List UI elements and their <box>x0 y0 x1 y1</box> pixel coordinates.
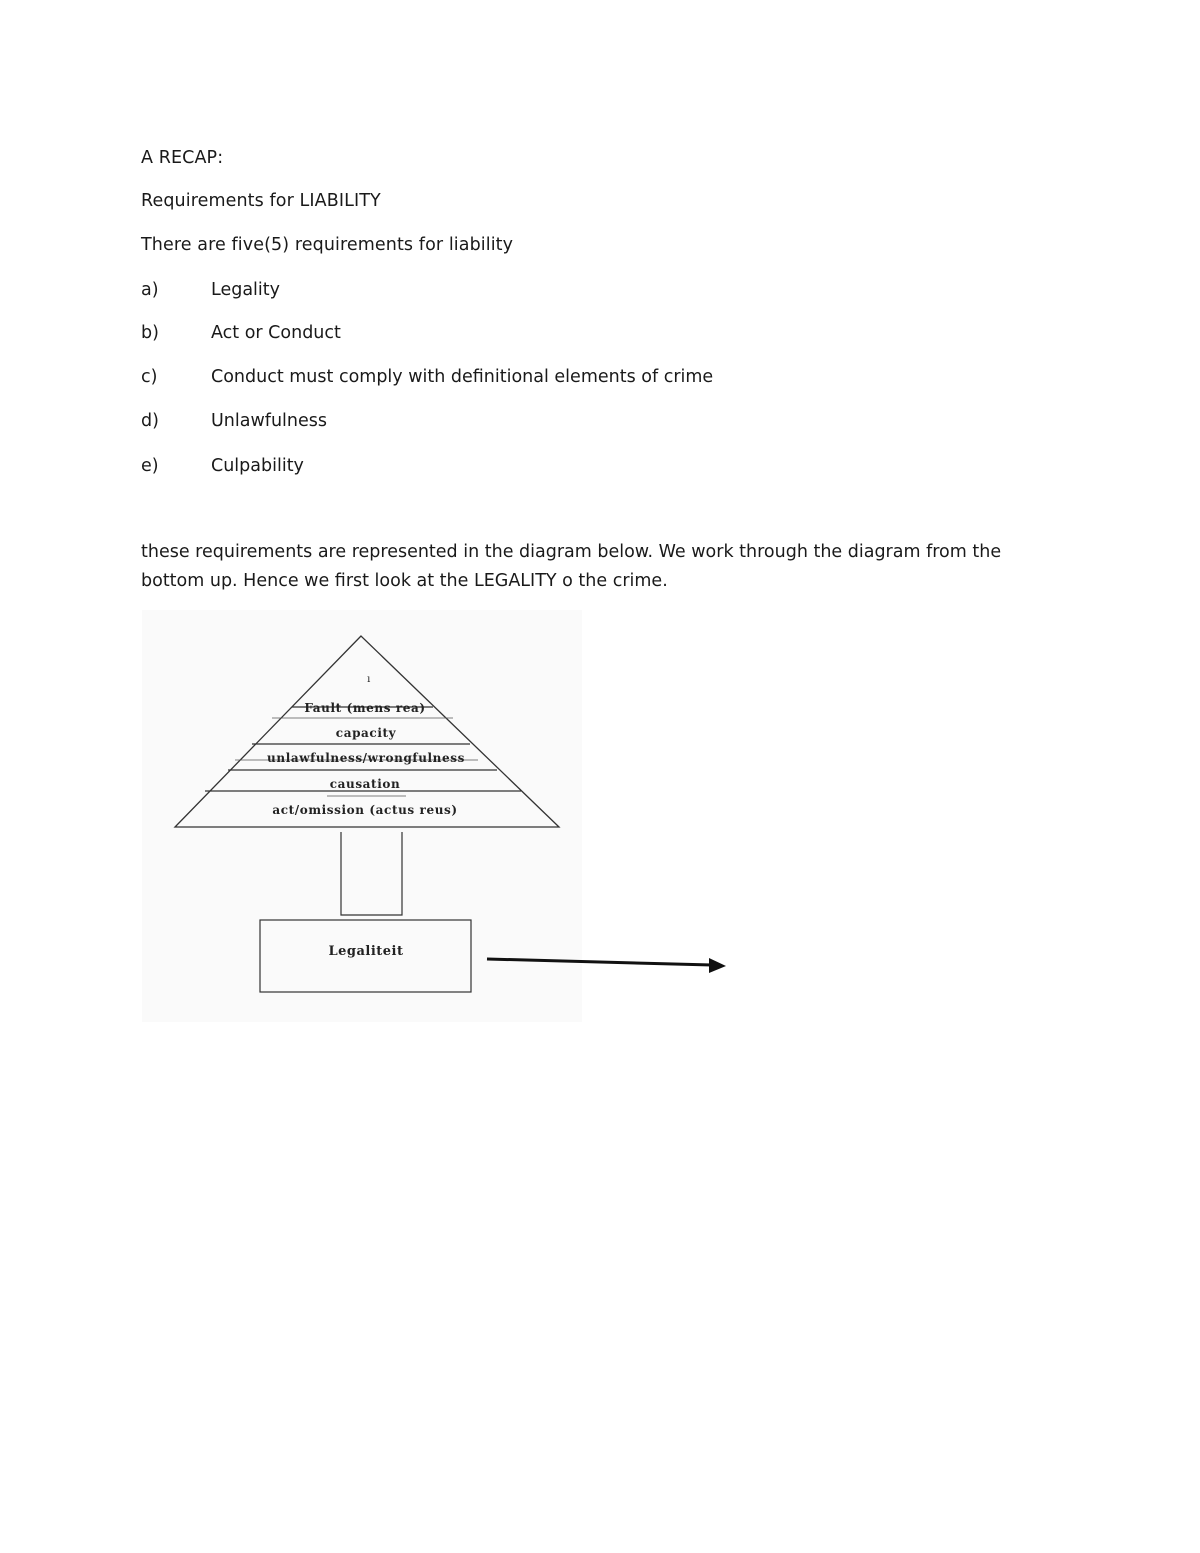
pyramid-layer-causation: causation <box>329 777 401 791</box>
pyramid-layer-act-omission: act/omission (actus reus) <box>272 803 458 817</box>
legaliteit-label: Legaliteit <box>328 944 404 959</box>
diagram-graphic <box>140 610 740 1030</box>
list-text: Act or Conduct <box>211 323 341 343</box>
list-marker: a) <box>141 280 159 300</box>
subheading: Requirements for LIABILITY <box>141 191 381 211</box>
list-text: Unlawfulness <box>211 411 328 431</box>
list-text: Legality <box>211 280 280 300</box>
pyramid-layer-unlawfulness: unlawfulness/wrongfulness <box>267 751 465 765</box>
heading: A RECAP: <box>141 148 224 168</box>
list-marker: d) <box>141 411 159 431</box>
liability-pyramid-diagram <box>140 610 740 1030</box>
list-text: Culpability <box>211 456 304 476</box>
body-paragraph: these requirements are represented in the diagram below. We work through the diagram from the bottom up. Hence we first look at the LEGALITY o the crime. <box>141 542 1002 591</box>
pyramid-layer-capacity: capacity <box>335 726 397 740</box>
pyramid-layer-fault: Fault (mens rea) <box>304 701 426 715</box>
apex-mark: ı <box>367 674 371 685</box>
right-arrow-icon <box>709 958 726 973</box>
list-marker: c) <box>141 367 158 387</box>
intro-text: There are five(5) requirements for liability <box>141 235 514 255</box>
list-text: Conduct must comply with definitional elements of crime <box>211 367 714 387</box>
list-marker: b) <box>141 323 159 343</box>
list-marker: e) <box>141 456 159 476</box>
